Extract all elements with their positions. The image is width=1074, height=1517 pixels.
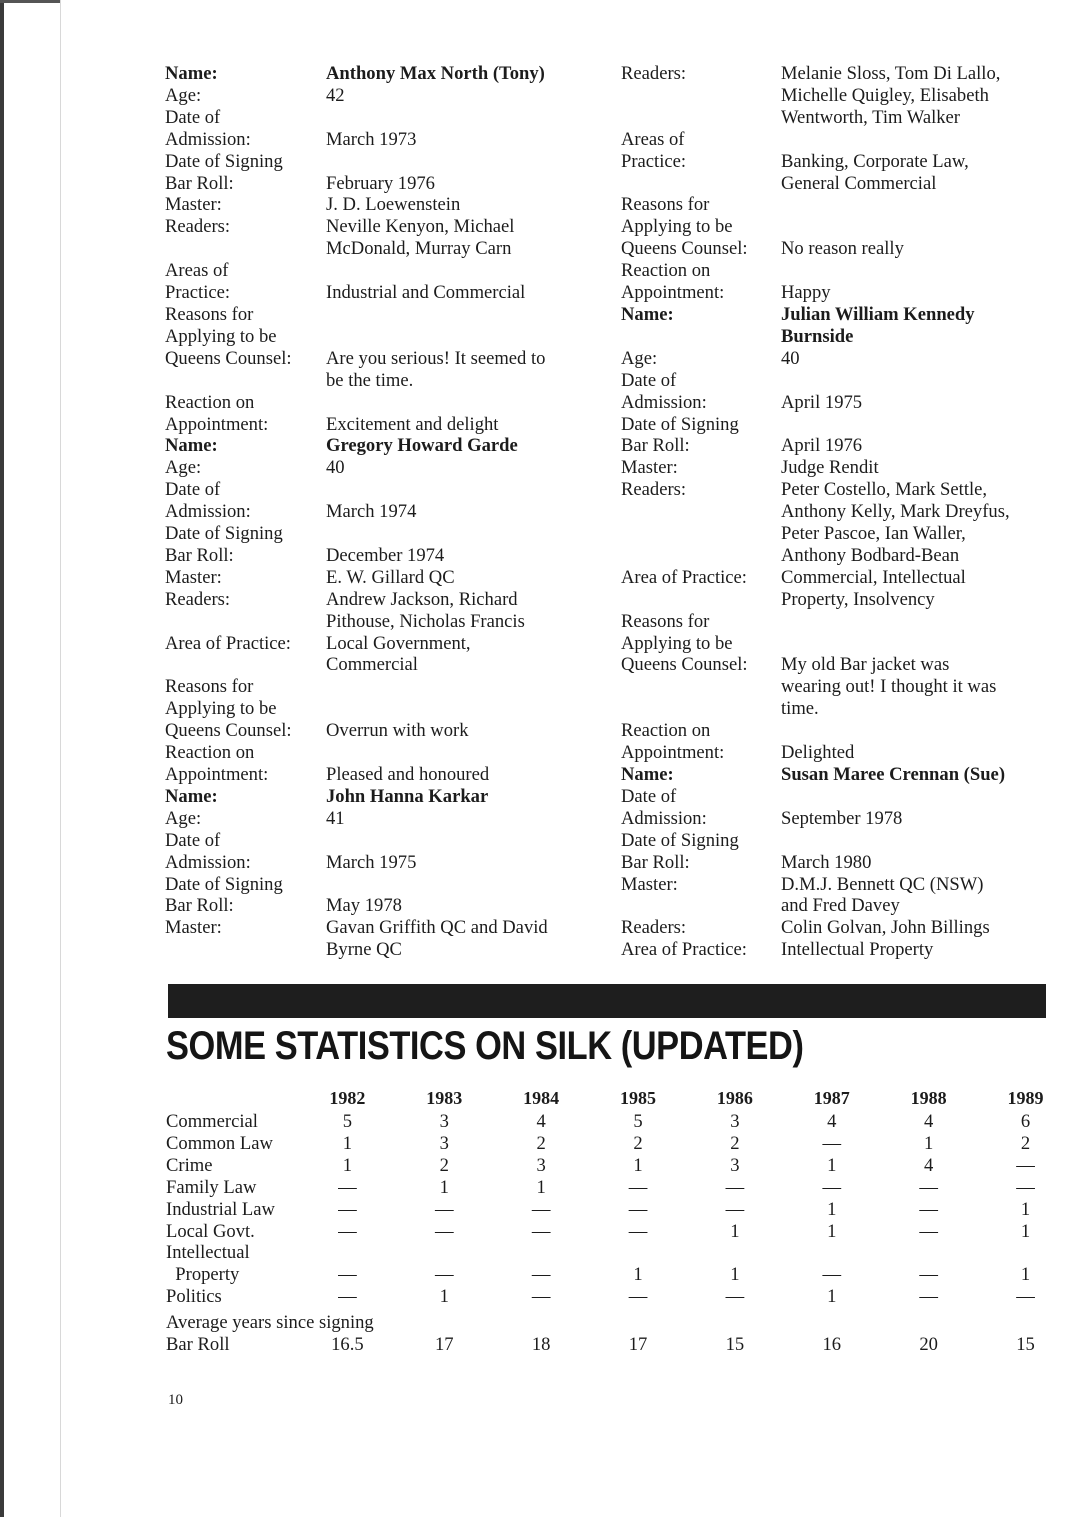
table-cell: 1: [730, 1264, 740, 1286]
field-value: Commercial, Intellectual Property, Insolvency: [781, 566, 966, 610]
field-value: December 1974: [326, 544, 445, 566]
table-cell: 4: [923, 1111, 934, 1132]
profile-name-row: [165, 63, 635, 85]
field-label: Master:: [165, 917, 222, 939]
profile-field-row: [165, 304, 635, 392]
profile-field-row: [165, 392, 635, 436]
field-label: Date of Signing Bar Roll:: [165, 873, 283, 917]
table-row: [166, 1221, 1074, 1243]
counsel-name: John Hanna Karkar: [326, 785, 489, 807]
table-cell: —: [919, 1286, 938, 1308]
table-cell: —: [919, 1220, 938, 1242]
profile-field-row: [165, 874, 635, 918]
profile-field-row: [165, 85, 635, 107]
table-cell: —: [338, 1176, 357, 1198]
field-label: Readers:: [165, 588, 231, 610]
table-corner-cell: [166, 1086, 299, 1111]
table-cell: —: [628, 1176, 648, 1198]
table-cell: 1: [1020, 1220, 1031, 1242]
table-cell: —: [822, 1176, 842, 1198]
table-cell: 1: [1020, 1264, 1031, 1286]
field-label: Reasons for Applying to be Queens Counsel:: [621, 610, 748, 676]
table-cell: —: [338, 1198, 357, 1220]
field-label: Master:: [165, 566, 222, 588]
profile-field-row: [621, 194, 1061, 260]
table-cell: 1: [730, 1220, 740, 1242]
table-cell: —: [919, 1264, 938, 1286]
table-row: [166, 1133, 1074, 1155]
table-cell: 1: [1020, 1198, 1031, 1220]
field-label: Name:: [165, 785, 218, 807]
field-value: Melanie Sloss, Tom Di Lallo, Michelle Quigley, Elisabeth Wentworth, Tim Walker: [781, 63, 1001, 128]
table-cell: 2: [730, 1132, 740, 1154]
field-value: 42: [326, 84, 345, 106]
profile-field-row: [165, 107, 635, 151]
field-value: Peter Costello, Mark Settle, Anthony Kelly, Mark Dreyfus, Peter Pascoe, Ian Waller, Anthony Bodbard-Bean: [781, 479, 1010, 566]
table-cell: 1: [633, 1154, 643, 1176]
field-label: Date of Signing Bar Roll:: [165, 523, 283, 566]
average-years-row: [166, 1334, 1074, 1356]
page-binding-edge: [0, 0, 4, 1517]
field-value: Excitement and delight: [326, 413, 499, 435]
field-label: Age:: [621, 347, 658, 369]
table-cell: —: [531, 1198, 551, 1220]
table-row: [166, 1111, 1074, 1133]
profile-field-row: [165, 151, 635, 195]
field-value: Colin Golvan, John Billings: [781, 917, 990, 939]
profile-field-row: [621, 479, 1061, 567]
table-cell: 4: [827, 1111, 837, 1132]
table-cell: —: [1016, 1286, 1035, 1308]
field-value: Happy: [781, 282, 831, 304]
field-label: Age:: [165, 457, 202, 479]
field-label: Reasons for Applying to be Queens Counsel:: [165, 303, 292, 369]
field-value: March 1980: [781, 851, 872, 873]
profile-field-row: [165, 567, 635, 589]
profile-field-row: [621, 874, 1061, 918]
field-label: Reaction on Appointment:: [165, 742, 269, 785]
table-cell: —: [725, 1286, 745, 1308]
table-cell: —: [434, 1264, 454, 1286]
field-value: April 1975: [781, 391, 863, 413]
profile-field-row: [165, 742, 635, 786]
table-cell: —: [822, 1264, 842, 1286]
field-value: Judge Rendit: [781, 457, 879, 479]
table-cell: 2: [439, 1154, 449, 1176]
profile-field-row: [165, 917, 635, 961]
field-label: Date of Admission:: [165, 479, 251, 523]
field-label: Readers:: [165, 216, 231, 238]
year-header: 1983: [426, 1087, 463, 1108]
field-label: Name:: [165, 435, 218, 457]
year-header: 1985: [620, 1087, 657, 1108]
field-value: Are you serious! It seemed to be the time.: [326, 347, 546, 391]
table-cell: 2: [536, 1132, 546, 1154]
table-cell: 5: [633, 1111, 643, 1132]
counsel-name: Susan Maree Crennan (Sue): [781, 764, 1006, 785]
profiles-left-column: [165, 63, 635, 961]
field-label: Readers:: [621, 63, 687, 84]
table-row: [166, 1155, 1074, 1177]
table-cell: —: [338, 1286, 357, 1308]
table-cell: —: [434, 1198, 454, 1220]
field-value: E. W. Gillard QC: [326, 566, 455, 588]
table-cell: 17: [628, 1334, 648, 1356]
table-cell: 6: [1020, 1111, 1031, 1132]
field-value: March 1974: [326, 501, 417, 523]
profile-field-row: [165, 260, 635, 304]
profile-field-row: [165, 457, 635, 479]
average-label: Average years since signing: [166, 1312, 374, 1334]
field-value: Andrew Jackson, Richard Pithouse, Nicholas Francis: [326, 588, 525, 632]
field-label: Name:: [165, 63, 218, 84]
field-label: Date of Admission:: [165, 106, 251, 150]
silk-statistics-table: [166, 1086, 1074, 1356]
profile-field-row: [165, 523, 635, 567]
table-cell: —: [822, 1132, 842, 1154]
profile-field-row: [621, 370, 1061, 414]
year-header: 1988: [910, 1087, 947, 1108]
table-header-row: [166, 1086, 1074, 1111]
table-cell: 16: [822, 1334, 842, 1356]
field-label: Date of Signing Bar Roll:: [621, 829, 739, 873]
table-cell: —: [725, 1198, 745, 1220]
table-cell: 15: [725, 1334, 745, 1356]
year-header: 1982: [329, 1087, 366, 1108]
profile-field-row: [621, 348, 1061, 370]
field-value: J. D. Loewenstein: [326, 194, 461, 216]
profile-field-row: [165, 633, 635, 677]
field-label: Area of Practice:: [621, 566, 747, 588]
field-value: Neville Kenyon, Michael McDonald, Murray Carn: [326, 216, 515, 260]
profile-field-row: [165, 676, 635, 742]
field-label: Date of Admission:: [621, 369, 707, 413]
profile-field-row: [621, 611, 1061, 721]
table-cell: —: [531, 1220, 551, 1242]
table-cell: 18: [531, 1334, 551, 1356]
field-label: Name:: [621, 303, 674, 325]
table-cell: 3: [536, 1154, 546, 1176]
field-value: 40: [781, 347, 800, 369]
field-value: 40: [326, 457, 345, 479]
profile-name-row: [165, 435, 635, 457]
field-value: Industrial and Commercial: [326, 282, 526, 304]
field-value: My old Bar jacket was wearing out! I thought it was time.: [781, 654, 997, 720]
table-cell: 1: [827, 1154, 837, 1176]
table-cell: 4: [923, 1154, 934, 1176]
field-label: Area of Practice:: [165, 632, 291, 654]
table-cell: 1: [439, 1176, 449, 1198]
field-value: D.M.J. Bennett QC (NSW) and Fred Davey: [781, 873, 984, 917]
profile-field-row: [621, 129, 1061, 195]
field-value: September 1978: [781, 807, 903, 829]
profile-field-row: [621, 830, 1061, 874]
field-label: Master:: [165, 194, 222, 216]
table-cell: 3: [730, 1154, 740, 1176]
field-value: Banking, Corporate Law, General Commercial: [781, 150, 969, 194]
profiles-right-column: [621, 63, 1061, 961]
table-cell: 5: [342, 1111, 353, 1132]
table-cell: 3: [439, 1111, 449, 1132]
profile-field-row: [165, 808, 635, 830]
table-row: [166, 1242, 1074, 1286]
statistics-heading: SOME STATISTICS ON SILK (UPDATED): [166, 1024, 804, 1068]
field-label: Readers:: [621, 917, 687, 939]
field-label: Readers:: [621, 479, 687, 501]
field-label: Reaction on Appointment:: [165, 391, 269, 435]
profile-field-row: [621, 567, 1061, 611]
row-label: Common Law: [166, 1132, 273, 1154]
profile-field-row: [165, 194, 635, 216]
scan-mark: [0, 0, 60, 3]
table-cell: —: [725, 1176, 745, 1198]
profile-field-row: [621, 720, 1061, 764]
field-label: Age:: [165, 84, 202, 106]
field-value: February 1976: [326, 172, 435, 194]
year-header: 1987: [813, 1087, 850, 1108]
page-number: 10: [168, 1392, 183, 1408]
field-label: Date of Signing Bar Roll:: [621, 413, 739, 457]
field-value: No reason really: [781, 238, 904, 260]
row-label: Local Govt.: [166, 1220, 255, 1242]
field-label: Name:: [621, 764, 674, 785]
table-cell: 1: [827, 1286, 837, 1308]
field-label: Date of Admission:: [621, 785, 707, 829]
page-fold-line: [60, 0, 61, 1517]
table-cell: 1: [827, 1198, 837, 1220]
profile-field-row: [621, 786, 1061, 830]
field-value: Delighted: [781, 742, 855, 764]
row-label: Politics: [166, 1286, 222, 1308]
table-cell: —: [531, 1286, 551, 1308]
table-cell: 16.5: [331, 1334, 364, 1356]
table-cell: —: [338, 1220, 357, 1242]
field-value: March 1973: [326, 128, 417, 150]
field-label: Reasons for Applying to be Queens Counsel:: [165, 676, 292, 742]
field-label: Date of Admission:: [165, 829, 251, 873]
table-cell: —: [1016, 1154, 1035, 1176]
table-row: [166, 1286, 1074, 1308]
table-cell: 15: [1016, 1334, 1035, 1356]
table-cell: —: [434, 1220, 454, 1242]
row-label: Family Law: [166, 1176, 257, 1198]
field-label: Reaction on Appointment:: [621, 260, 725, 304]
profile-field-row: [165, 216, 635, 260]
field-value: Intellectual Property: [781, 939, 934, 961]
table-cell: 3: [730, 1111, 740, 1132]
table-cell: —: [919, 1198, 938, 1220]
counsel-name: Anthony Max North (Tony): [326, 63, 545, 84]
field-value: May 1978: [326, 895, 402, 917]
table-cell: 20: [919, 1334, 938, 1356]
field-label: Areas of Practice:: [621, 128, 687, 172]
table-cell: 1: [342, 1132, 353, 1154]
table-cell: —: [628, 1286, 648, 1308]
field-value: April 1976: [781, 435, 863, 457]
field-value: Overrun with work: [326, 720, 469, 742]
field-label: Reasons for Applying to be Queens Counsel:: [621, 194, 748, 260]
table-cell: 4: [536, 1111, 546, 1132]
table-cell: —: [1016, 1176, 1035, 1198]
counsel-name: Julian William Kennedy Burnside: [781, 303, 975, 347]
table-cell: 1: [923, 1132, 934, 1154]
profile-field-row: [165, 589, 635, 633]
table-cell: 1: [633, 1264, 643, 1286]
field-value: Local Government, Commercial: [326, 632, 471, 676]
profile-field-row: [621, 260, 1061, 304]
profile-field-row: [621, 414, 1061, 458]
profile-field-row: [621, 917, 1061, 939]
table-cell: 1: [536, 1176, 546, 1198]
profile-field-row: [621, 63, 1061, 129]
field-label: Age:: [165, 807, 202, 829]
table-cell: —: [338, 1264, 357, 1286]
profile-name-row: [621, 304, 1061, 348]
profile-field-row: [621, 457, 1061, 479]
field-value: 41: [326, 807, 345, 829]
row-label: Commercial: [166, 1111, 258, 1132]
table-cell: 1: [342, 1154, 353, 1176]
table-cell: 3: [439, 1132, 449, 1154]
field-label: Master:: [621, 873, 678, 895]
row-label: Bar Roll: [166, 1334, 230, 1356]
profile-name-row: [165, 786, 635, 808]
profile-field-row: [621, 939, 1061, 961]
table-row: [166, 1177, 1074, 1199]
field-label: Date of Signing Bar Roll:: [165, 150, 283, 194]
field-label: Master:: [621, 457, 678, 479]
year-header: 1989: [1007, 1087, 1044, 1108]
table-cell: —: [628, 1220, 648, 1242]
field-label: Areas of Practice:: [165, 260, 231, 304]
field-value: March 1975: [326, 851, 417, 873]
row-label: Crime: [166, 1154, 213, 1176]
counsel-name: Gregory Howard Garde: [326, 435, 518, 457]
table-cell: —: [531, 1264, 551, 1286]
field-value: Gavan Griffith QC and David Byrne QC: [326, 917, 548, 961]
table-cell: 2: [633, 1132, 643, 1154]
row-label: Industrial Law: [166, 1198, 275, 1220]
section-divider-bar: [168, 984, 1046, 1018]
average-label-row: [166, 1308, 1074, 1334]
profile-name-row: [621, 764, 1061, 786]
field-label: Reaction on Appointment:: [621, 720, 725, 764]
profile-field-row: [165, 830, 635, 874]
year-header: 1986: [716, 1087, 753, 1108]
table-row: [166, 1199, 1074, 1221]
row-label: Intellectual Property: [166, 1242, 250, 1286]
table-cell: —: [919, 1176, 938, 1198]
year-header: 1984: [523, 1087, 560, 1108]
field-label: Area of Practice:: [621, 939, 747, 961]
table-cell: 1: [439, 1286, 449, 1308]
profile-field-row: [165, 479, 635, 523]
table-cell: 2: [1020, 1132, 1031, 1154]
table-cell: —: [628, 1198, 648, 1220]
table-cell: 17: [434, 1334, 454, 1356]
table-cell: 1: [827, 1220, 837, 1242]
field-value: Pleased and honoured: [326, 764, 490, 785]
